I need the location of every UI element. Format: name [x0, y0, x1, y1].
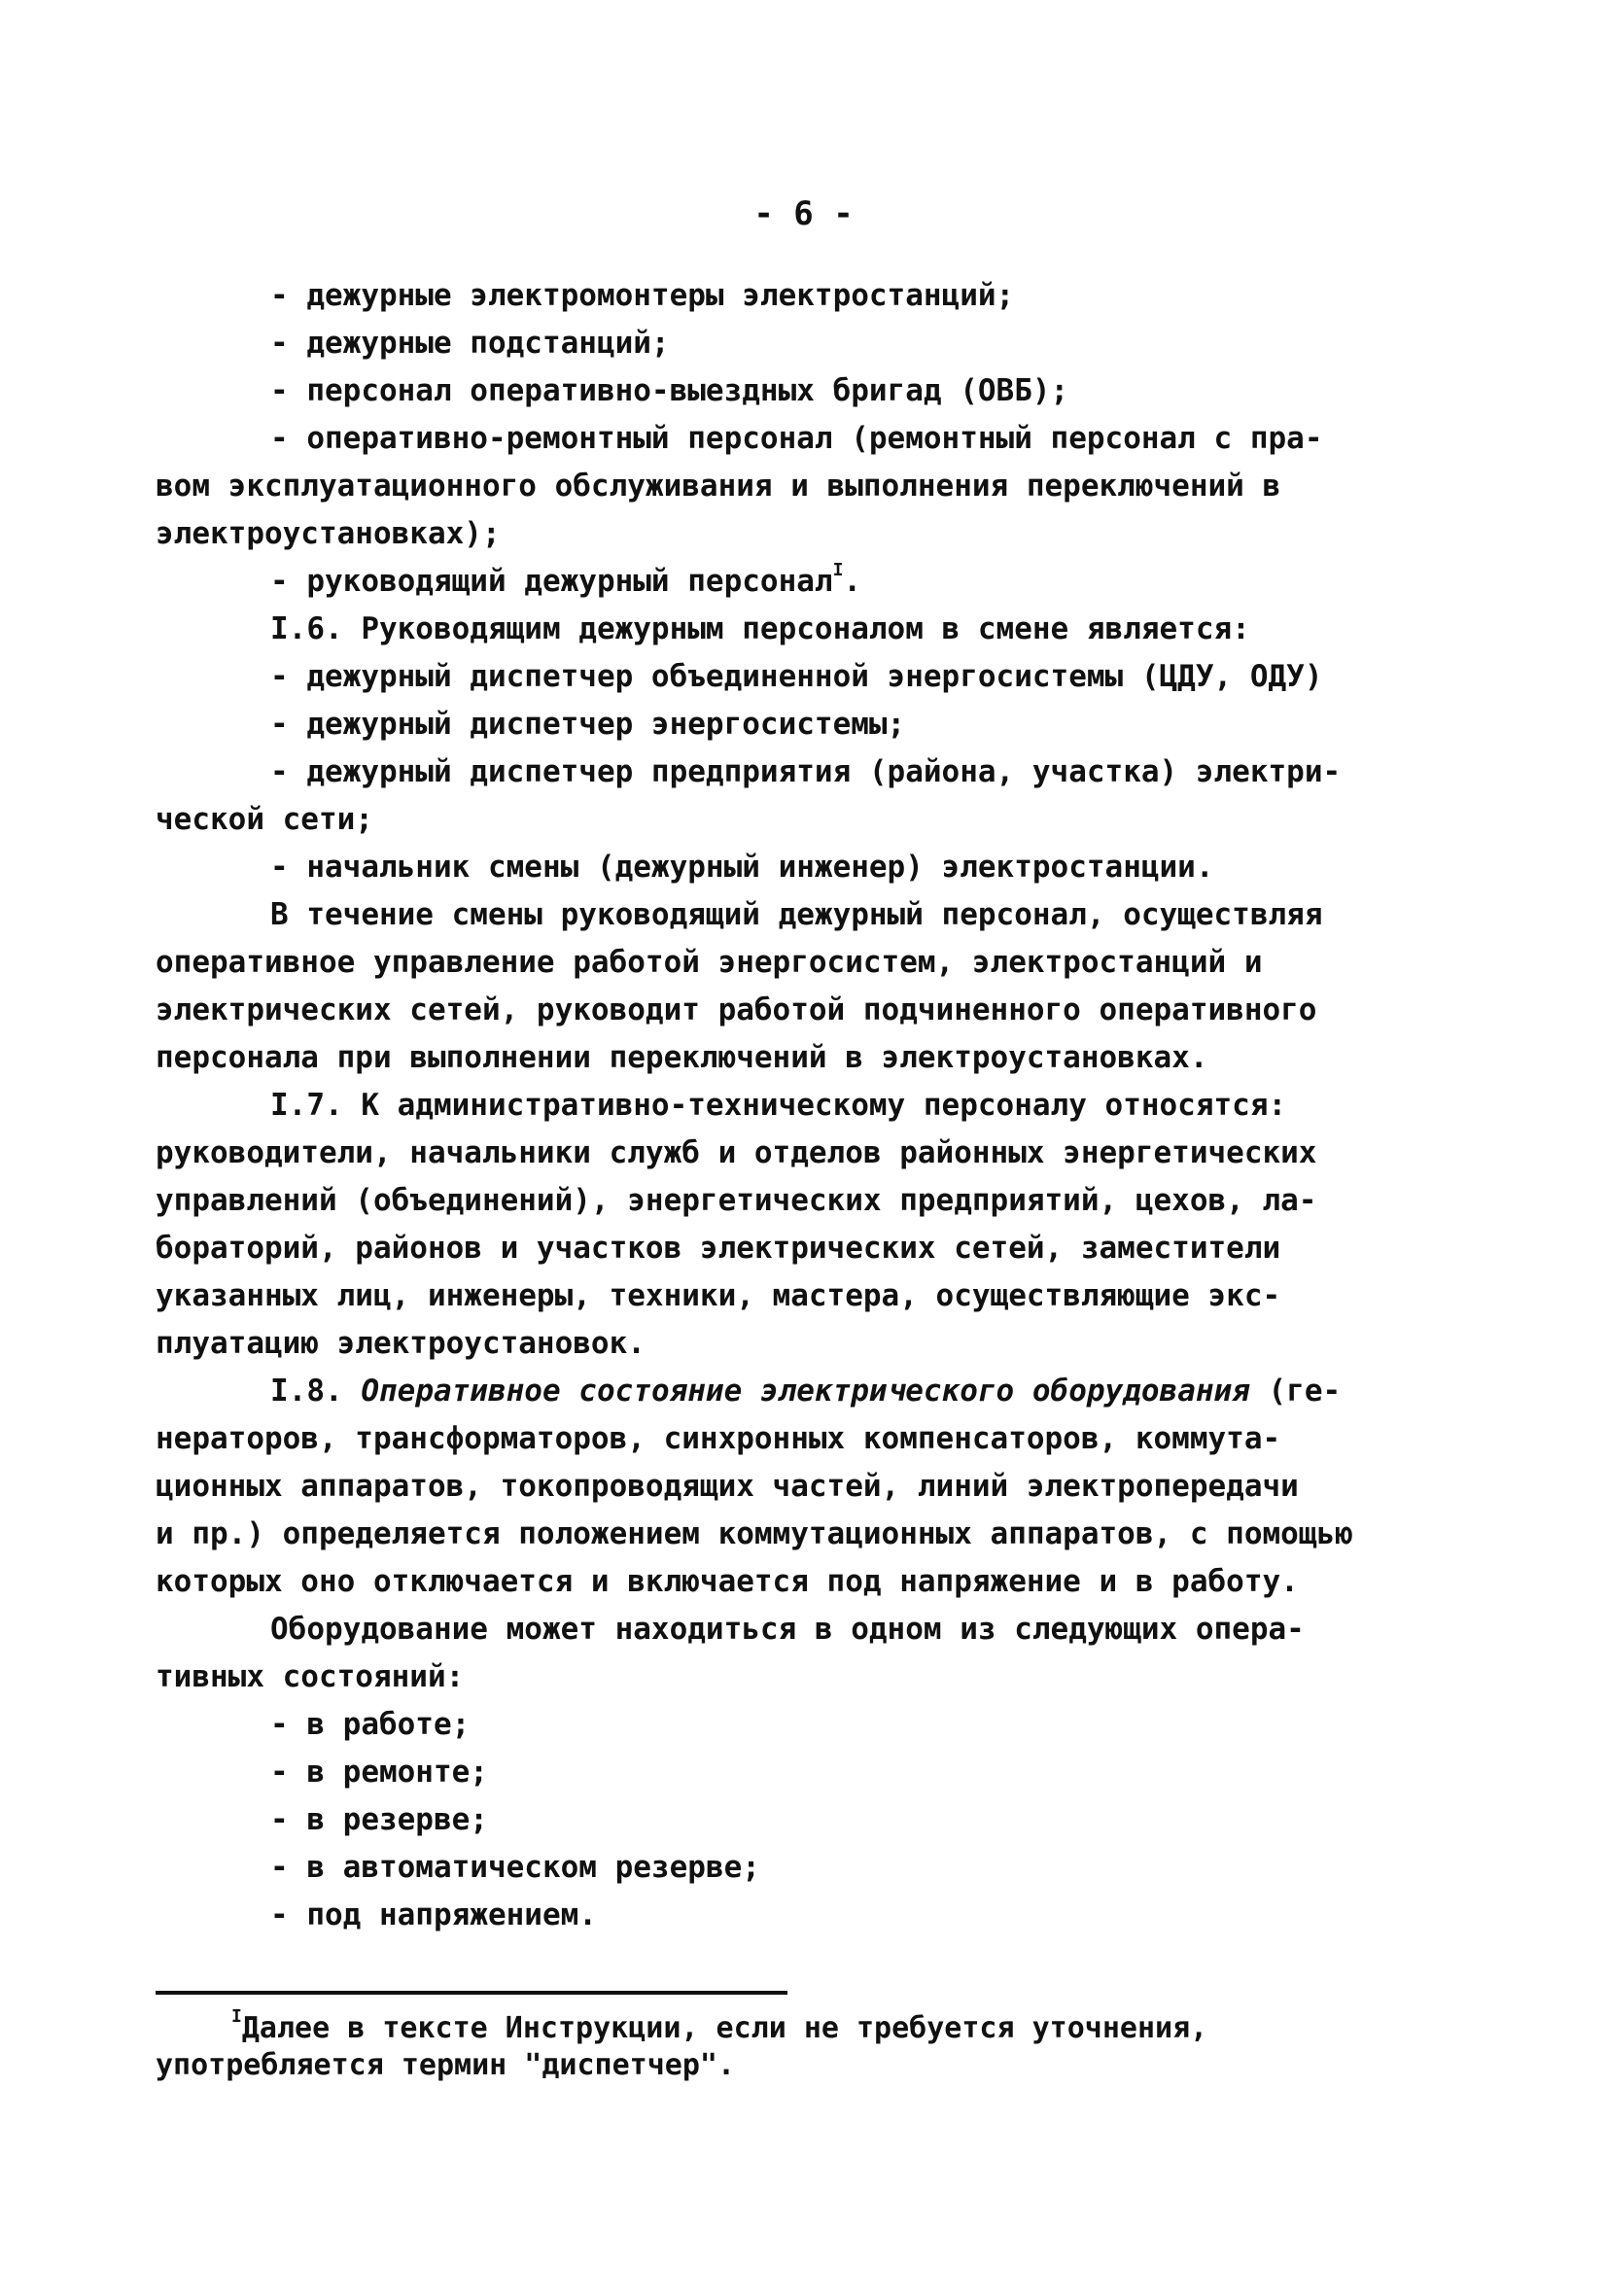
- section-1-8: [156, 1368, 1458, 1415]
- footnote-line: употребляется термин "диспетчер".: [156, 2048, 736, 2082]
- list-item: - в работе;: [270, 1707, 471, 1742]
- list-item: - в ремонте;: [270, 1755, 488, 1790]
- footnote-marker: I: [231, 2006, 242, 2027]
- list-item: - персонал оперативно-выездных бригад (ОВБ);: [270, 373, 1069, 408]
- text-line: оперативное управление работой энергосистем, электростанций и: [156, 945, 1263, 980]
- footnote: [156, 2006, 1458, 2084]
- list-item: - дежурный диспетчер энергосистемы;: [270, 707, 906, 742]
- text-line: и пр.) определяется положением коммутационных аппаратов, с помощью: [156, 1516, 1353, 1551]
- text-line: электрических сетей, руководит работой подчиненного оперативного: [156, 992, 1317, 1027]
- section-number: I.8.: [270, 1374, 362, 1409]
- text-line: персонала при выполнении переключений в электроустановках.: [156, 1040, 1208, 1075]
- text-line: бораторий, районов и участков электрических сетей, заместители: [156, 1231, 1281, 1266]
- text-line: электроустановках);: [156, 516, 501, 551]
- footnote-reference: I: [832, 560, 844, 580]
- text-line: ционных аппаратов, токопроводящих частей, линий электропередачи: [156, 1469, 1299, 1504]
- page-number: - 6 -: [753, 194, 854, 233]
- text-line: указанных лиц, инженеры, техники, мастера, осуществляющие экс-: [156, 1278, 1281, 1313]
- defined-term: Оперативное состояние электрического оборудования: [361, 1374, 1250, 1409]
- text-line: которых оно отключается и включается под напряжение и в работу.: [156, 1564, 1299, 1599]
- text-line: ческой сети;: [156, 802, 373, 837]
- text-line: вом эксплуатационного обслуживания и выполнения переключений в: [156, 469, 1281, 504]
- footnote-text: Далее в тексте Инструкции, если не требуется уточнения,: [241, 2011, 1208, 2045]
- text-line: нераторов, трансформаторов, синхронных компенсаторов, коммута-: [156, 1421, 1281, 1456]
- paragraph-line: В течение смены руководящий дежурный персонал, осуществляя: [270, 897, 1323, 932]
- list-item: - в автоматическом резерве;: [270, 1850, 760, 1885]
- text-line: тивных состояний:: [156, 1659, 465, 1694]
- body-text: [156, 272, 1458, 1939]
- list-item: - дежурный диспетчер предприятия (района, участка) электри-: [270, 754, 1342, 789]
- footnote-divider: [156, 1991, 787, 1995]
- text-line: плуатацию электроустановок.: [156, 1326, 646, 1361]
- text-line: управлений (объединений), энергетических предприятий, цехов, ла-: [156, 1183, 1317, 1218]
- list-item: - под напряжением.: [270, 1897, 597, 1932]
- list-item-end: .: [843, 564, 862, 599]
- section-1-6: I.6. Руководящим дежурным персоналом в смене является:: [270, 611, 1250, 646]
- footnote-line: [156, 2006, 1458, 2047]
- list-item-text: - руководящий дежурный персонал: [270, 564, 833, 599]
- section-1-7: I.7. К административно-техническому персоналу относятся:: [270, 1088, 1287, 1123]
- list-item-with-footnote: [156, 558, 1458, 606]
- list-item: - дежурные подстанций;: [270, 326, 670, 361]
- text-line: руководители, начальники служб и отделов районных энергетических: [156, 1135, 1317, 1170]
- list-item: - в резерве;: [270, 1802, 488, 1837]
- list-item: - начальник смены (дежурный инженер) электростанции.: [270, 850, 1214, 885]
- list-item: - дежурные электромонтеры электростанций;: [270, 278, 1015, 313]
- section-text: (ге-: [1249, 1374, 1342, 1409]
- list-item: - дежурный диспетчер объединенной энергосистемы (ЦДУ, ОДУ): [270, 659, 1323, 694]
- list-item: - оперативно-ремонтный персонал (ремонтный персонал с пра-: [270, 421, 1323, 456]
- paragraph-line: Оборудование может находиться в одном из следующих опера-: [270, 1612, 1305, 1647]
